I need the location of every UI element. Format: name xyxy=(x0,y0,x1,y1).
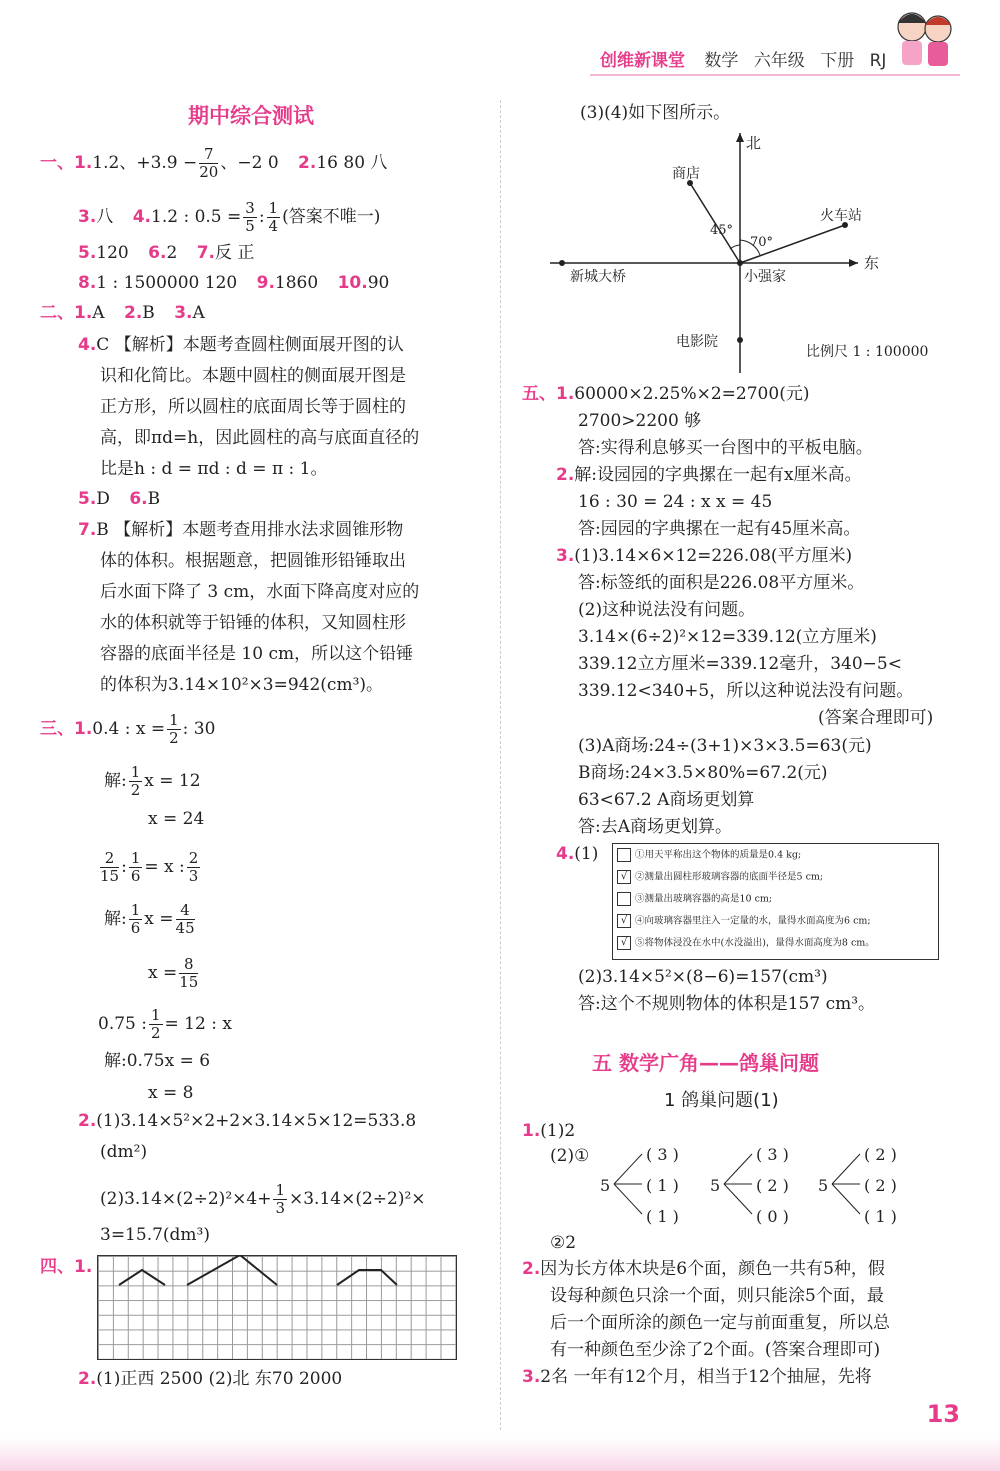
tree-root: 5 xyxy=(710,1176,721,1195)
section5-q1: 五、1.60000×2.25%×2=2700(元) xyxy=(522,384,810,404)
section3-solution1-result: x = 24 xyxy=(148,809,205,829)
section5-q3-line10: 63<67.2 A商场更划算 xyxy=(578,790,755,810)
section5-q2-answer: 答:园园的字典摞在一起有45厘米高。 xyxy=(578,519,861,539)
cartoon-kids-icon xyxy=(890,5,960,77)
section2-q7-line6: 的体积为3.14×10²×3=942(cm³)。 xyxy=(100,675,384,695)
lesson-title: 1 鸽巢问题(1) xyxy=(664,1090,779,1111)
section2-q4: 4.C 【解析】本题考查圆柱侧面展开图的认 xyxy=(78,335,404,355)
section3-solution3: 解:0.75x = 6 xyxy=(104,1051,211,1071)
page-footer xyxy=(0,1438,1000,1471)
checkbox: √ xyxy=(617,914,631,928)
section5-q3-line9: B商场:24×3.5×80%=67.2(元) xyxy=(578,763,828,783)
page-header xyxy=(600,46,896,71)
unit-title: 五 数学广角——鸽巢问题 xyxy=(592,1051,819,1075)
section3-q2-part2: (2)3.14×(2÷2)²×4+ $\frac{1}{3}$ ×3.14×(2÷2)²× xyxy=(100,1181,426,1217)
section5-q2-line2: 16 : 30 = 24 : x x = 45 xyxy=(578,492,773,512)
section5-q1-line2: 2700>2200 够 xyxy=(578,411,702,431)
map-home-label: 小强家 xyxy=(744,269,786,285)
figure-caption: (3)(4)如下图所示。 xyxy=(580,103,731,123)
unit-q1: 1.(1)2 xyxy=(522,1121,576,1141)
subject: 数学 xyxy=(704,51,739,71)
map-east-label: 东 xyxy=(864,254,880,272)
section3-q1: 三、1.0.4 : x = $\frac{1}{2}$ : 30 xyxy=(40,711,216,747)
volume: 下册 xyxy=(820,51,855,71)
section5-q2: 2.解:设园园的字典摞在一起有x厘米高。 xyxy=(556,465,862,485)
section3-solution2-result: x = $\frac{8}{15}$ xyxy=(148,955,199,991)
checkbox-row: √ ④向玻璃容器里注入一定量的水，量得水面高度为6 cm; xyxy=(617,914,871,929)
map-north-label: 北 xyxy=(746,134,762,152)
section-title: 期中综合测试 xyxy=(188,104,314,128)
section5-q3-line6: 339.12<340+5，所以这种说法没有问题。 xyxy=(578,681,914,701)
map-station-label: 火车站 xyxy=(820,208,862,224)
grid-drawing xyxy=(97,1255,457,1361)
tree-root: 5 xyxy=(818,1176,829,1195)
section5-q3-line5: 339.12立方厘米=339.12毫升，340−5< xyxy=(578,654,902,674)
section1-q8-q10: 8.1 : 1500000 120 9.1860 10.90 xyxy=(78,273,390,293)
checkbox-row: ③测量出玻璃容器的高是10 cm; xyxy=(617,892,772,907)
checkbox-table xyxy=(612,843,939,960)
checkbox-row: √ ②测量出圆柱形玻璃容器的底面半径是5 cm; xyxy=(617,870,823,885)
unit-q2-line2: 设每种颜色只涂一个面，则只能涂5个面，最 xyxy=(550,1286,884,1306)
section2-q7-line2: 体的体积。根据题意，把圆锥形铅锤取出 xyxy=(100,551,406,571)
section5-q3: 3.(1)3.14×6×12=226.08(平方厘米) xyxy=(556,546,853,566)
section2-q7-line4: 水的体积就等于铅锤的体积，又知圆柱形 xyxy=(100,613,406,633)
map-angle-45: 45° xyxy=(710,223,734,238)
tree-leaf: ( 1 ) xyxy=(864,1207,897,1226)
section2-q1-q3: 二、1.A 2.B 3.A xyxy=(40,303,205,323)
checkbox xyxy=(617,848,631,862)
map-scale: 比例尺 1 : 100000 xyxy=(806,344,929,360)
tree-leaf: ( 2 ) xyxy=(756,1176,789,1195)
section2-q4-line3: 正方形，所以圆柱的底面周长等于圆柱的 xyxy=(100,397,406,417)
tree-leaf: ( 1 ) xyxy=(646,1207,679,1226)
section5-q3-line4: 3.14×(6÷2)²×12=339.12(立方厘米) xyxy=(578,627,877,647)
brand-name: 创维新课堂 xyxy=(600,51,685,71)
unit-q2-line3: 后一个面所涂的颜色一定与前面重复，所以总 xyxy=(550,1313,890,1333)
edition: RJ xyxy=(869,51,887,71)
section2-q7: 7.B 【解析】本题考查用排水法求圆锥形物 xyxy=(78,520,404,540)
tree-leaf: ( 0 ) xyxy=(756,1207,789,1226)
section4-q2: 2.(1)正西 2500 (2)北 东70 2000 xyxy=(78,1369,343,1389)
map-bridge-label: 新城大桥 xyxy=(570,269,626,285)
map-angle-70: 70° xyxy=(750,235,774,250)
checkbox: √ xyxy=(617,870,631,884)
page-number: 13 xyxy=(926,1400,960,1428)
unit-q2-line4: 有一种颜色至少涂了2个面。(答案合理即可) xyxy=(550,1340,881,1360)
tree-leaf: ( 2 ) xyxy=(864,1176,897,1195)
map-cinema-label: 电影院 xyxy=(676,334,718,350)
column-divider xyxy=(500,100,501,1430)
section5-q3-line2: 答:标签纸的面积是226.08平方厘米。 xyxy=(578,573,865,593)
tree-leaf: ( 3 ) xyxy=(756,1145,789,1164)
section5-q3-line3: (2)这种说法没有问题。 xyxy=(578,600,756,620)
section3-solution2: 解: $\frac{1}{6}$ x = $\frac{4}{45}$ xyxy=(104,901,195,937)
tree-leaf: ( 1 ) xyxy=(646,1176,679,1195)
section5-q4: 4.(1) xyxy=(556,844,599,864)
grade: 六年级 xyxy=(753,51,805,71)
section5-q3-answer: 答:去A商场更划算。 xyxy=(578,817,733,837)
checkbox-row: ①用天平称出这个物体的质量是0.4 kg; xyxy=(617,848,801,863)
section3-q2-unit: (dm²) xyxy=(100,1142,148,1162)
checkbox: √ xyxy=(617,936,631,950)
section2-q5-q6: 5.D 6.B xyxy=(78,489,161,509)
section1-q1: 一、1.1.2、+3.9 − $\frac{7}{20}$ 、−2 0 2.16 80 八 xyxy=(40,145,388,181)
section2-q4-line2: 识和化简比。本题中圆柱的侧面展开图是 xyxy=(100,366,406,386)
section1-q5-q7: 5.120 6.2 7.反 正 xyxy=(78,243,255,263)
section3-solution1: 解: $\frac{1}{2}$ x = 12 xyxy=(104,763,201,799)
unit-q2: 2.因为长方体木块是6个面，颜色一共有5种，假 xyxy=(522,1259,885,1279)
section2-q4-line4: 高，即πd=h，因此圆柱的高与底面直径的 xyxy=(100,428,420,448)
section1-q3-q4: 3.八 4.1.2 : 0.5 = $\frac{3}{5}$ : $\frac{1}{4}$ (答案不唯一) xyxy=(78,199,381,235)
section3-equation3: 0.75 : $\frac{1}{2}$ = 12 : x xyxy=(98,1006,232,1042)
unit-q1-part2-b: ②2 xyxy=(550,1233,577,1253)
section2-q7-line3: 后水面下降了 3 cm，水面下降高度对应的 xyxy=(100,582,420,602)
section3-q2-part2-result: 3=15.7(dm³) xyxy=(100,1225,210,1245)
unit-q3: 3.2名 一年有12个月，相当于12个抽屉，先将 xyxy=(522,1367,872,1387)
section3-equation2: $\frac{2}{15}$ : $\frac{1}{6}$ = x : $\frac{2}{3}$ xyxy=(100,849,199,885)
tree-root: 5 xyxy=(600,1176,611,1195)
section2-q4-line5: 比是h : d = πd : d = π : 1。 xyxy=(100,459,328,479)
section5-q4-answer: 答:这个不规则物体的体积是157 cm³。 xyxy=(578,994,876,1014)
section5-q3-note: (答案合理即可) xyxy=(818,708,934,728)
checkbox-row: √ ⑤将物体浸没在水中(水没溢出)，量得水面高度为8 cm。 xyxy=(617,936,875,951)
section5-q3-line8: (3)A商场:24÷(3+1)×3×3.5=63(元) xyxy=(578,736,872,756)
section2-q7-line5: 容器的底面半径是 10 cm，所以这个铅锤 xyxy=(100,644,414,664)
unit-q1-part2: (2)① xyxy=(550,1146,590,1166)
section3-q2: 2.(1)3.14×5²×2+2×3.14×5×12=533.8 xyxy=(78,1111,417,1131)
tree-leaf: ( 2 ) xyxy=(864,1145,897,1164)
map-store-label: 商店 xyxy=(672,166,700,182)
section5-q4-part2: (2)3.14×5²×(8−6)=157(cm³) xyxy=(578,967,828,987)
tree-leaf: ( 3 ) xyxy=(646,1145,679,1164)
section4-q1: 四、1. xyxy=(40,1257,93,1277)
section3-solution3-result: x = 8 xyxy=(148,1083,194,1103)
checkbox xyxy=(617,892,631,906)
section5-q1-answer: 答:实得利息够买一台图中的平板电脑。 xyxy=(578,438,873,458)
